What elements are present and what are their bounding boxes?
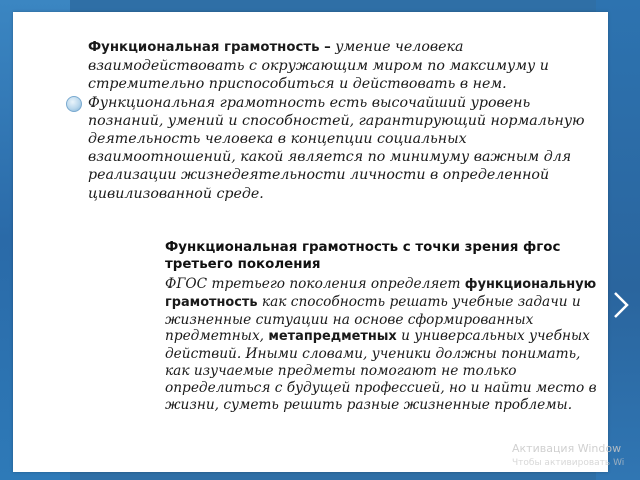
definition-paragraph xyxy=(88,38,610,203)
section-body xyxy=(165,276,605,413)
section-body-part2: как способность решать учебные задачи и жизненные ситуации на основе сформированных предметных, xyxy=(165,293,581,345)
activation-watermark-line1: Активация Window xyxy=(512,442,622,455)
chevron-right-icon[interactable] xyxy=(612,290,630,320)
section-body-bold2: метапредметных xyxy=(268,329,397,345)
section-body-bold1: функциональную грамотность xyxy=(165,277,597,310)
section-heading: Функциональная грамотность с точки зрения фгос третьего поколения xyxy=(165,240,561,272)
definition-text: умение человека взаимодействовать с окружающим миром по максимуму и стремительно приспособиться и действовать в нем. Функциональная грамотность есть высочайший уровень познаний, умений и способностей, гарантирующий нормальную деятельность человека в концепции социальных взаимоотношений, какой является по минимуму важным для реализации жизнедеятельности личности в определенной цивилизованной среде. xyxy=(88,39,585,202)
section-body-part1: ФГОС третьего поколения определяет xyxy=(165,276,461,292)
circle-bullet-icon xyxy=(66,96,82,112)
activation-watermark-line2: Чтобы активировать Wi xyxy=(512,458,625,468)
section-body-part3: и универсальных учебных действий. Иными словами, ученики должны понимать, как изучаемые предметы помогают не только определиться с будущей профессией, но и найти место в жизни, суметь решить разные жизненные проблемы. xyxy=(165,328,597,413)
definition-term: Функциональная грамотность – xyxy=(88,40,331,55)
